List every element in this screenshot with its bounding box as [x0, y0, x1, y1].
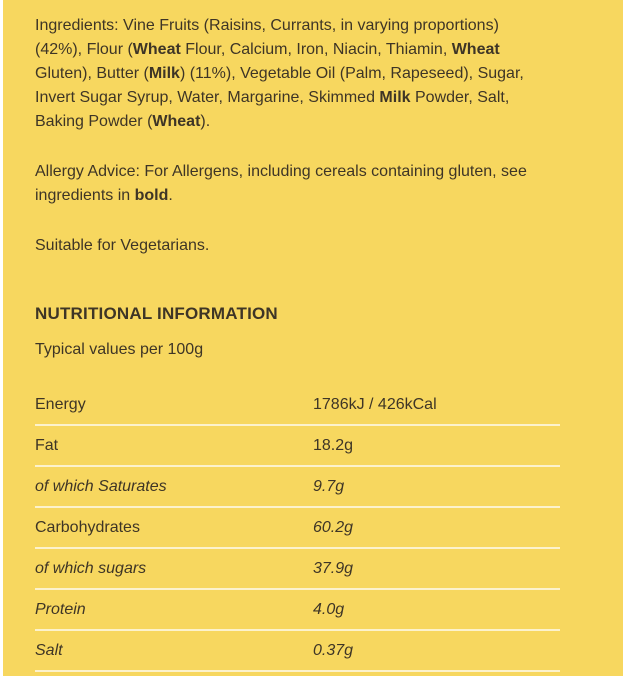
text-line	[35, 14, 595, 38]
nutrient-name: Energy	[35, 395, 86, 413]
nutrient-value: 60.2g	[313, 518, 354, 536]
nutrition-row	[35, 385, 560, 426]
label-text: Powder, Salt,	[410, 89, 510, 106]
label-text: ) (11%), Vegetable Oil (Palm, Rapeseed), Sugar,	[179, 65, 524, 82]
nutrient-value: 9.7g	[313, 477, 345, 495]
label-text: Flour, Calcium, Iron, Niacin, Thiamin,	[180, 41, 452, 58]
label-text: Invert Sugar Syrup, Water, Margarine, Skimmed	[35, 89, 380, 106]
page-edge-strip	[0, 0, 3, 676]
nutrient-name: Protein	[35, 600, 86, 618]
nutrition-subheading: Typical values per 100g	[35, 341, 204, 358]
label-text: .	[168, 187, 173, 204]
allergen-bold-text: bold	[134, 187, 169, 204]
allergen-bold-text: Wheat	[451, 41, 500, 58]
label-text: ).	[200, 113, 211, 130]
nutrition-heading: NUTRITIONAL INFORMATION	[35, 304, 278, 323]
nutrient-name: of which sugars	[35, 559, 147, 577]
dietary-note: Suitable for Vegetarians.	[35, 237, 210, 254]
nutrient-value: 37.9g	[313, 559, 354, 577]
text-line	[35, 184, 595, 208]
nutrient-value: 4.0g	[313, 600, 345, 618]
allergen-bold-text: Wheat	[152, 113, 201, 130]
allergen-bold-text: Milk	[148, 65, 180, 82]
label-text: ingredients in	[35, 187, 135, 204]
nutrient-value: 1786kJ / 426kCal	[313, 395, 437, 413]
nutrient-value: 18.2g	[313, 436, 354, 454]
nutrition-row	[35, 508, 560, 549]
ingredients-paragraph	[35, 14, 595, 134]
allergen-bold-text: Wheat	[132, 41, 181, 58]
label-text: (42%), Flour (	[35, 41, 133, 58]
label-text: Gluten), Butter (	[35, 65, 149, 82]
nutrition-table	[35, 385, 560, 672]
nutrition-row	[35, 426, 560, 467]
nutrient-name: Carbohydrates	[35, 518, 140, 536]
nutrition-row	[35, 549, 560, 590]
nutrient-name: Salt	[35, 641, 63, 659]
text-line	[35, 86, 595, 110]
text-line	[35, 62, 595, 86]
label-text: Ingredients: Vine Fruits (Raisins, Currants, in varying proportions)	[35, 17, 499, 34]
allergen-bold-text: Milk	[379, 89, 411, 106]
allergy-advice-paragraph	[35, 160, 595, 208]
nutrient-name: of which Saturates	[35, 477, 167, 495]
nutrient-name: Fat	[35, 436, 59, 454]
text-line	[35, 160, 595, 184]
nutrient-value: 0.37g	[313, 641, 354, 659]
label-text: Allergy Advice: For Allergens, including cereals containing gluten, see	[35, 163, 527, 180]
nutrition-row	[35, 467, 560, 508]
nutrition-row	[35, 631, 560, 672]
label-text: Baking Powder (	[35, 113, 153, 130]
text-line	[35, 38, 595, 62]
text-line	[35, 110, 595, 134]
nutrition-row	[35, 590, 560, 631]
